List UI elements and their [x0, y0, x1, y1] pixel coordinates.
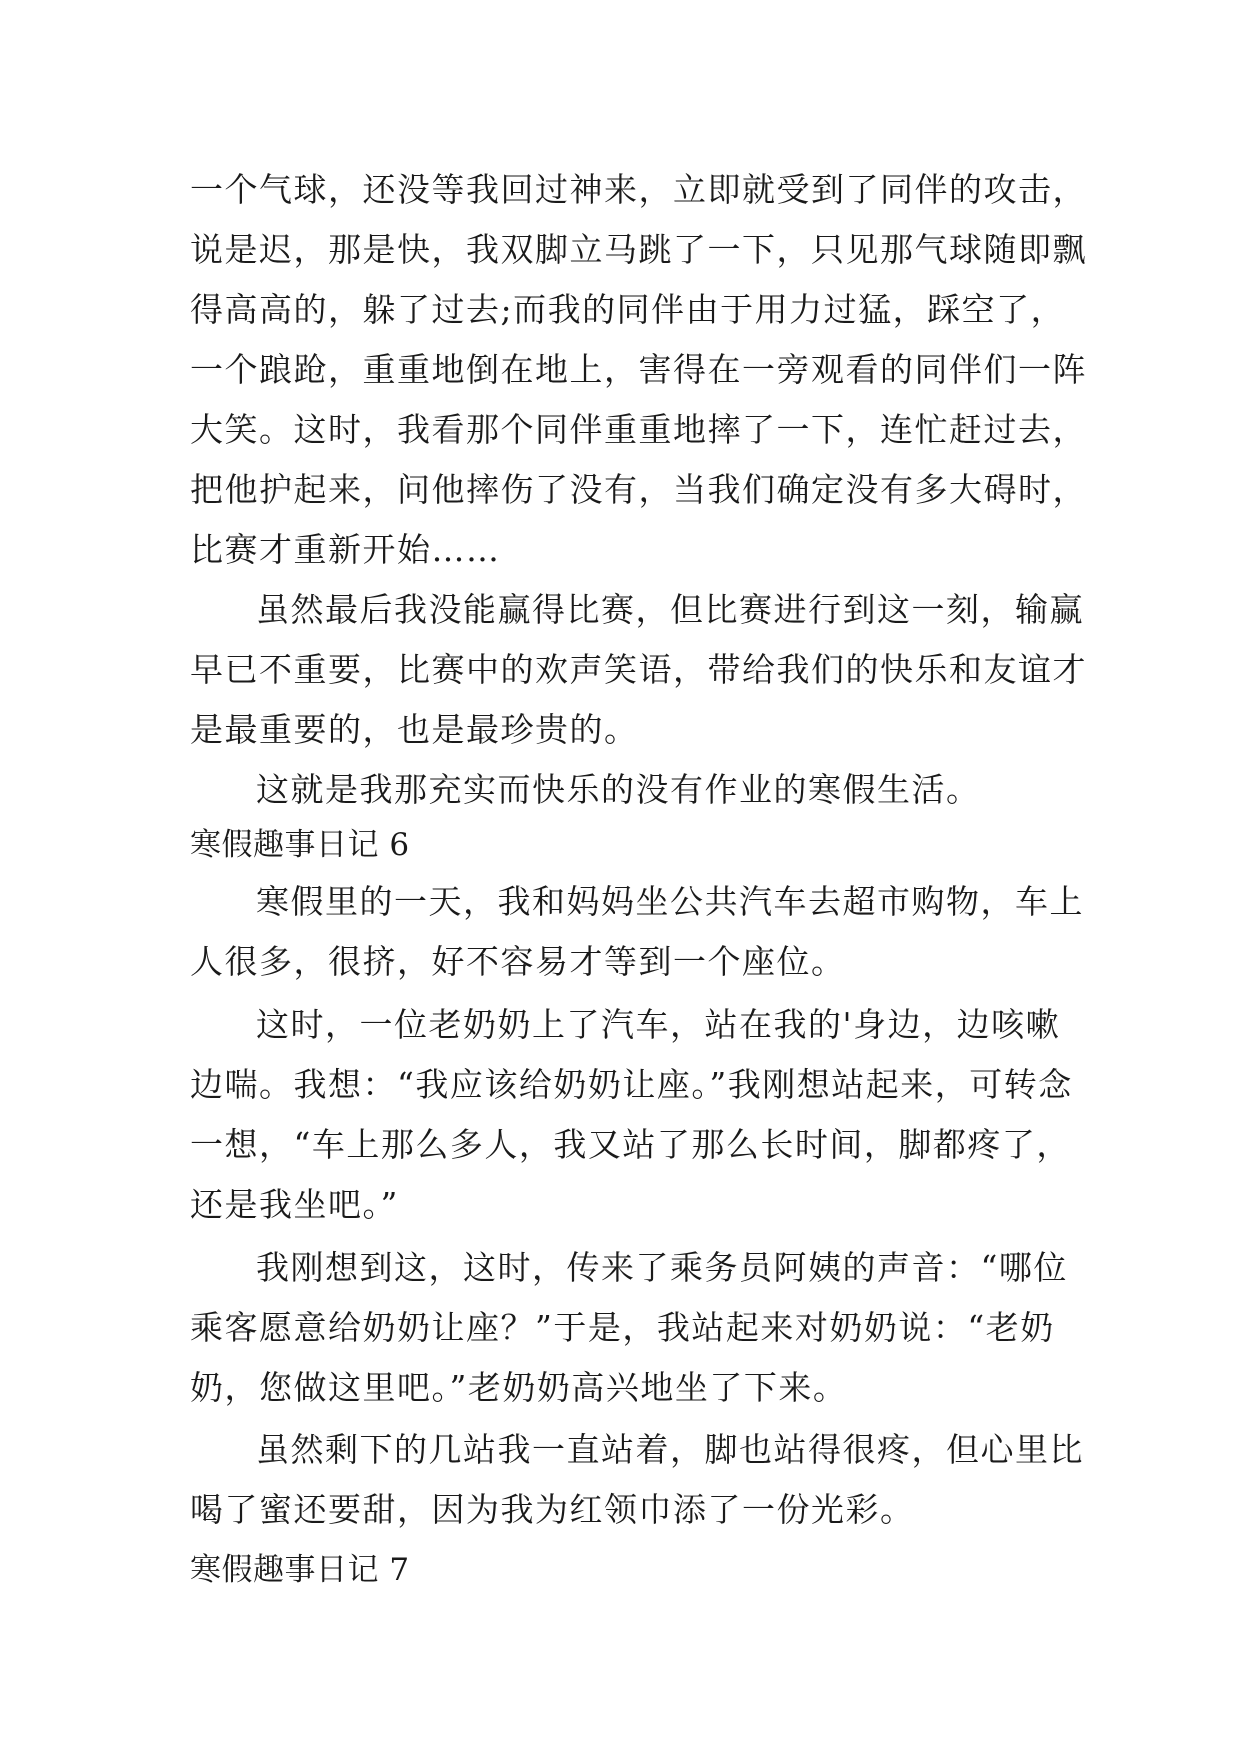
text-line: 一个气球，还没等我回过神来，立即就受到了同伴的攻击，	[190, 170, 1087, 209]
text-line: 大笑。这时，我看那个同伴重重地摔了一下，连忙赶过去，	[190, 410, 1087, 449]
text-line: 一想，“车上那么多人，我又站了那么长时间，脚都疼了，	[190, 1125, 1071, 1164]
text-line: 这时，一位老奶奶上了汽车，站在我的'身边，边咳嗽	[256, 1005, 1061, 1044]
text-line: 我刚想到这，这时，传来了乘务员阿姨的声音：“哪位	[256, 1248, 1068, 1287]
section-heading: 寒假趣事日记 7	[190, 1552, 410, 1588]
text-line: 虽然剩下的几站我一直站着，脚也站得很疼，但心里比	[256, 1430, 1084, 1469]
text-line: 一个踉跄，重重地倒在地上，害得在一旁观看的同伴们一阵	[190, 350, 1087, 389]
text-line: 把他护起来，问他摔伤了没有，当我们确定没有多大碍时，	[190, 470, 1087, 509]
text-line: 还是我坐吧。”	[190, 1185, 399, 1224]
text-line: 边喘。我想：“我应该给奶奶让座。”我刚想站起来，可转念	[190, 1065, 1073, 1104]
text-line: 寒假里的一天，我和妈妈坐公共汽车去超市购物，车上	[256, 882, 1084, 921]
text-line: 喝了蜜还要甜，因为我为红领巾添了一份光彩。	[190, 1490, 915, 1529]
text-line: 比赛才重新开始……	[190, 530, 501, 569]
text-line: 早已不重要，比赛中的欢声笑语，带给我们的快乐和友谊才	[190, 650, 1087, 689]
text-line: 乘客愿意给奶奶让座？”于是，我站起来对奶奶说：“老奶	[190, 1308, 1055, 1347]
text-line: 说是迟，那是快，我双脚立马跳了一下，只见那气球随即飘	[190, 230, 1087, 269]
section-heading: 寒假趣事日记 6	[190, 827, 410, 863]
text-line: 奶，您做这里吧。”老奶奶高兴地坐了下来。	[190, 1368, 848, 1407]
text-line: 是最重要的，也是最珍贵的。	[190, 710, 639, 749]
text-line: 虽然最后我没能赢得比赛，但比赛进行到这一刻，输赢	[256, 590, 1084, 629]
text-line: 这就是我那充实而快乐的没有作业的寒假生活。	[256, 770, 981, 809]
text-line: 得高高的，躲了过去;而我的同伴由于用力过猛，踩空了，	[190, 290, 1066, 329]
text-line: 人很多，很挤，好不容易才等到一个座位。	[190, 942, 846, 981]
